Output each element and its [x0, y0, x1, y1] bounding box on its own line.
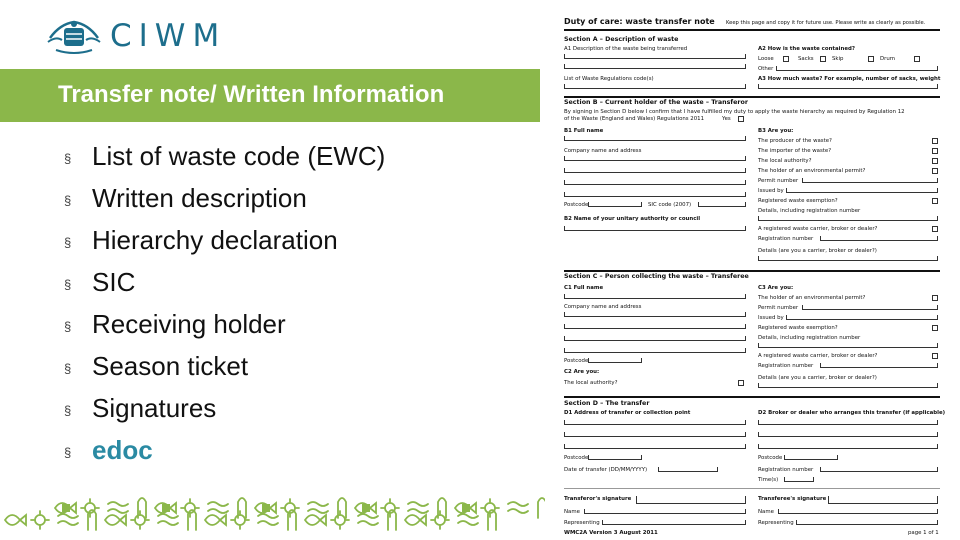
reg-number-label: Registration number	[758, 363, 814, 369]
a3-label: A3 How much waste? For example, number of sacks, weight	[758, 76, 941, 82]
company-label: Company name and address	[564, 148, 642, 154]
section-c-heading: Section C – Person collecting the waste – Transferee	[564, 273, 749, 280]
postcode-label: Postcode	[758, 455, 783, 461]
d2-field[interactable]	[758, 420, 938, 425]
sacks-label: Sacks	[798, 56, 814, 62]
bullet-item: § SIC	[64, 266, 394, 301]
other-field[interactable]	[776, 66, 938, 71]
signature-field[interactable]	[828, 496, 938, 504]
checkbox[interactable]	[783, 56, 789, 62]
company-field[interactable]	[564, 180, 746, 185]
issued-by-label: Issued by	[758, 315, 784, 321]
bullet-item: § Hierarchy declaration	[64, 224, 394, 259]
checkbox[interactable]	[932, 325, 938, 331]
d1-field[interactable]	[564, 420, 746, 425]
crest-icon	[46, 16, 102, 56]
d2-field[interactable]	[758, 432, 938, 437]
bullet-item: § Written description	[64, 182, 394, 217]
bullet-item: § Receiving holder	[64, 308, 394, 343]
checkbox[interactable]	[932, 148, 938, 154]
company-field[interactable]	[564, 324, 746, 329]
d1-field[interactable]	[564, 432, 746, 437]
postcode-field[interactable]	[588, 455, 642, 460]
bullet-item: § List of waste code (EWC)	[64, 140, 394, 175]
a1-field[interactable]	[564, 54, 746, 59]
a1-field[interactable]	[564, 64, 746, 69]
b2-label: B2 Name of your unitary authority or council	[564, 216, 701, 222]
skip-label: Skip	[832, 56, 844, 62]
yes-label: Yes	[722, 116, 731, 122]
bullet-marker: §	[64, 235, 72, 250]
checkbox[interactable]	[738, 380, 744, 386]
checkbox[interactable]	[932, 295, 938, 301]
bullet-item: § Signatures	[64, 392, 394, 427]
permit-number-label: Permit number	[758, 305, 799, 311]
company-field[interactable]	[564, 192, 746, 197]
reg-number-field[interactable]	[820, 236, 938, 241]
d1-label: D1 Address of transfer or collection point	[564, 410, 691, 416]
bullet-marker: §	[64, 193, 72, 208]
env-permit-label: The holder of an environmental permit?	[758, 295, 866, 301]
issued-by-label: Issued by	[758, 188, 784, 194]
company-field[interactable]	[564, 168, 746, 173]
name-label: Name	[758, 509, 774, 515]
checkbox[interactable]	[932, 353, 938, 359]
name-field[interactable]	[778, 509, 938, 514]
bullet-list	[64, 140, 394, 476]
representing-label: Representing	[564, 520, 600, 526]
section-b-heading: Section B – Current holder of the waste – Transferor	[564, 99, 748, 106]
producer-label: The producer of the waste?	[758, 138, 832, 144]
signature-field[interactable]	[636, 496, 746, 504]
permit-number-field[interactable]	[802, 178, 938, 183]
checkbox[interactable]	[914, 56, 920, 62]
company-field[interactable]	[564, 336, 746, 341]
issued-by-field[interactable]	[786, 315, 938, 320]
d2-field[interactable]	[758, 444, 938, 449]
a1-label: A1 Description of the waste being transferred	[564, 46, 688, 52]
postcode-label: Postcode	[564, 202, 589, 208]
b1-field[interactable]	[564, 136, 746, 141]
representing-label: Representing	[758, 520, 794, 526]
ciwm-logo	[46, 16, 226, 56]
d1-field[interactable]	[564, 444, 746, 449]
c1-field[interactable]	[564, 294, 746, 299]
permit-number-field[interactable]	[802, 305, 938, 310]
date-label: Date of transfer (DD/MM/YYYY)	[564, 467, 648, 473]
form-footer-version: WMC2A Version 3 August 2011	[564, 530, 658, 536]
list-codes-label: List of Waste Regulations code(s)	[564, 76, 654, 82]
checkbox[interactable]	[932, 168, 938, 174]
a3-field[interactable]	[758, 84, 938, 89]
representing-field[interactable]	[602, 520, 746, 525]
logo-wordmark: CIWM	[110, 18, 227, 54]
company-label: Company name and address	[564, 304, 642, 310]
local-authority-label: The local authority?	[564, 380, 618, 386]
drum-label: Drum	[880, 56, 896, 62]
c1-label: C1 Full name	[564, 285, 604, 291]
env-permit-label: The holder of an environmental permit?	[758, 168, 866, 174]
postcode-label: Postcode	[564, 358, 589, 364]
transferor-signature-label: Transferor's signature	[564, 496, 632, 502]
postcode-field[interactable]	[784, 455, 838, 460]
loose-label: Loose	[758, 56, 774, 62]
bullet-marker: §	[64, 151, 72, 166]
name-label: Name	[564, 509, 580, 515]
details-reg-label: Details, including registration number	[758, 208, 861, 214]
checkbox[interactable]	[932, 158, 938, 164]
form-title: Duty of care: waste transfer note	[564, 17, 715, 26]
form-footer-page: page 1 of 1	[908, 530, 939, 536]
details-carrier-field[interactable]	[758, 383, 938, 388]
decorative-pattern-strip	[0, 490, 545, 540]
time-field[interactable]	[784, 477, 814, 482]
time-label: Time(s)	[758, 477, 779, 483]
date-field[interactable]	[658, 467, 718, 472]
b-declaration-1: By signing in Section D below I confirm that I have fulfilled my duty to apply the waste hierarchy as required by Regulation 12	[564, 109, 905, 115]
postcode-label: Postcode	[564, 455, 589, 461]
a2-label: A2 How is the waste contained?	[758, 46, 855, 52]
b2-field[interactable]	[564, 226, 746, 231]
bullet-marker: §	[64, 319, 72, 334]
b3-label: B3 Are you:	[758, 128, 794, 134]
details-field[interactable]	[758, 343, 938, 348]
bullet-item: § Season ticket	[64, 350, 394, 385]
carrier-label: A registered waste carrier, broker or dealer?	[758, 226, 878, 232]
b-declaration-2: of the Waste (England and Wales) Regulations 2011	[564, 116, 705, 122]
form-title-note: Keep this page and copy it for future use. Please write as clearly as possible.	[726, 20, 926, 26]
carrier-label: A registered waste carrier, broker or dealer?	[758, 353, 878, 359]
reg-number-label: Registration number	[758, 236, 814, 242]
sic-field[interactable]	[698, 202, 746, 207]
bullet-marker: §	[64, 403, 72, 418]
b1-label: B1 Full name	[564, 128, 604, 134]
slide-title: Transfer note/ Written Information	[58, 81, 445, 108]
importer-label: The importer of the waste?	[758, 148, 832, 154]
waste-transfer-note-form	[558, 12, 944, 540]
details-carrier-label: Details (are you a carrier, broker or dealer?)	[758, 375, 877, 381]
checkbox[interactable]	[738, 116, 744, 122]
permit-number-label: Permit number	[758, 178, 799, 184]
transferee-signature-label: Transferee's signature	[758, 496, 827, 502]
checkbox[interactable]	[932, 138, 938, 144]
c3-label: C3 Are you:	[758, 285, 794, 291]
postcode-field[interactable]	[588, 358, 642, 363]
reg-number-field[interactable]	[820, 363, 938, 368]
checkbox[interactable]	[932, 198, 938, 204]
local-authority-label: The local authority?	[758, 158, 812, 164]
checkbox[interactable]	[868, 56, 874, 62]
sic-label: SIC code (2007)	[648, 202, 692, 208]
details-field[interactable]	[758, 216, 938, 221]
bullet-marker: §	[64, 361, 72, 376]
company-field[interactable]	[564, 312, 746, 317]
details-reg-label: Details, including registration number	[758, 335, 861, 341]
section-a-heading: Section A – Description of waste	[564, 36, 679, 43]
bullet-marker: §	[64, 445, 72, 460]
company-field[interactable]	[564, 156, 746, 161]
details-carrier-field[interactable]	[758, 256, 938, 261]
name-field[interactable]	[584, 509, 746, 514]
exemption-label: Registered waste exemption?	[758, 325, 838, 331]
c2-label: C2 Are you:	[564, 369, 600, 375]
representing-field[interactable]	[796, 520, 938, 525]
section-d-heading: Section D – The transfer	[564, 400, 650, 407]
details-carrier-label: Details (are you a carrier, broker or dealer?)	[758, 248, 877, 254]
other-label: Other	[758, 66, 774, 72]
bullet-item-highlight: § edoc	[64, 434, 394, 469]
reg-number-field[interactable]	[820, 467, 938, 472]
codes-field[interactable]	[564, 84, 746, 89]
issued-by-field[interactable]	[786, 188, 938, 193]
reg-number-label: Registration number	[758, 467, 814, 473]
checkbox[interactable]	[932, 226, 938, 232]
exemption-label: Registered waste exemption?	[758, 198, 838, 204]
d2-label: D2 Broker or dealer who arranges this transfer (if applicable)	[758, 410, 946, 416]
checkbox[interactable]	[820, 56, 826, 62]
company-field[interactable]	[564, 348, 746, 353]
postcode-field[interactable]	[588, 202, 642, 207]
bullet-marker: §	[64, 277, 72, 292]
